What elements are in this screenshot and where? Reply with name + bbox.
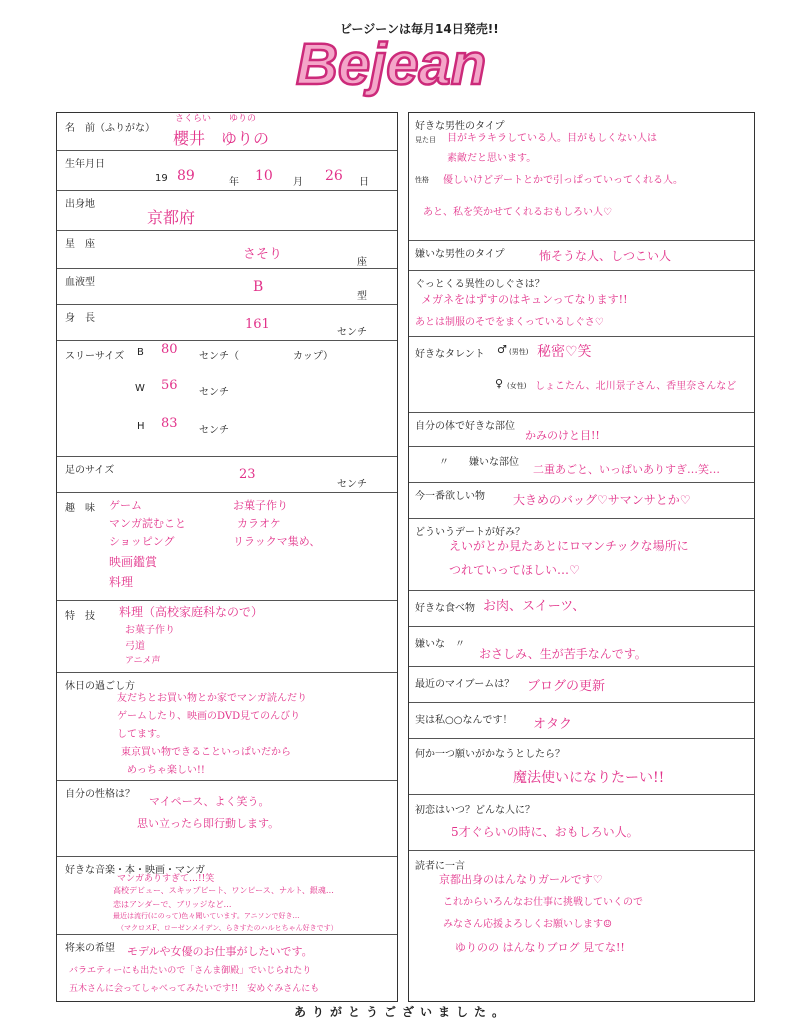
foot-unit: センチ bbox=[337, 479, 367, 490]
message-line-2: これからいろんなお仕事に挑戦していくので bbox=[443, 897, 643, 908]
secret-label: 実は私○○なんです！ bbox=[415, 715, 513, 726]
hobby-b-2: カラオケ bbox=[237, 517, 281, 530]
gesture-line-1: メガネをはずすのはキュンってなります!! bbox=[421, 293, 628, 306]
first-love-row bbox=[409, 795, 754, 851]
birth-day: 26 bbox=[325, 168, 343, 184]
food-label: 好きな食べ物 bbox=[415, 603, 475, 614]
bust-cm: センチ（ bbox=[199, 351, 239, 362]
tagline: ビージーンは毎月14日発売!! bbox=[340, 22, 499, 36]
wish-label: 何か一つ願いがかなうとしたら？ bbox=[415, 749, 565, 760]
hobby-a-2: マンガ読むこと bbox=[109, 517, 186, 530]
want-value: 大きめのバッグ♡サマンサとか♡ bbox=[513, 493, 691, 507]
female-symbol: ♀ bbox=[495, 377, 504, 390]
food-row bbox=[409, 591, 754, 627]
birth-year: 89 bbox=[177, 168, 195, 184]
skill-1: 料理（高校家庭科なので） bbox=[119, 605, 264, 619]
first-love-value: 5才ぐらいの時に、おもしろい人。 bbox=[451, 825, 639, 839]
date-row bbox=[409, 519, 754, 591]
name-furigana: さくらい ゆりの bbox=[175, 114, 257, 124]
favorites-line-4: 最近は流行(にのって)色々聞いています。アニソンで好き… bbox=[113, 912, 300, 920]
skill-label: 特 技 bbox=[65, 611, 95, 622]
favorites-line-5: （マクロスF、ローゼンメイデン、らきすたのハルヒちゃん好きです） bbox=[117, 924, 338, 932]
holiday-line-4: 東京買い物できることいっぱいだから bbox=[121, 747, 291, 758]
favorites-line-3: 恋はアンダーで、ブリッジなど… bbox=[113, 900, 232, 909]
favorites-row bbox=[57, 857, 397, 935]
dream-row bbox=[57, 935, 397, 1003]
bust-cup: カップ） bbox=[293, 351, 333, 362]
birthdate-row bbox=[57, 151, 397, 191]
body-dislike-row bbox=[409, 447, 754, 483]
name-row bbox=[57, 113, 397, 151]
bust-value: 80 bbox=[161, 342, 178, 357]
height-label: 身 長 bbox=[65, 313, 95, 324]
hobby-b-3: リラックマ集め、 bbox=[233, 535, 321, 548]
hobby-row bbox=[57, 493, 397, 601]
body-dislike-label: 嫌いな部位 bbox=[469, 457, 519, 468]
dream-label: 将来の希望 bbox=[65, 943, 115, 954]
birth-month: 10 bbox=[255, 168, 273, 184]
dream-line-3: 五木さんに会ってしゃべってみたいです!! 安めぐみさんにも bbox=[69, 984, 320, 994]
birthplace-label: 出身地 bbox=[65, 199, 95, 210]
sign-row bbox=[57, 231, 397, 269]
sizes-label: スリーサイズ bbox=[65, 351, 125, 362]
birth-hi: 日 bbox=[359, 177, 369, 188]
boom-label: 最近のマイブームは？ bbox=[415, 679, 515, 690]
blood-row bbox=[57, 269, 397, 305]
skill-2: お菓子作り bbox=[125, 625, 175, 636]
body-dislike-prefix: 〃 bbox=[439, 457, 449, 468]
personality-row bbox=[57, 781, 397, 857]
body-like-value: かみのけと目!! bbox=[525, 429, 600, 442]
character-label: 性格 bbox=[415, 176, 429, 184]
type-label: 好きな男性のタイプ bbox=[415, 121, 505, 132]
first-love-label: 初恋はいつ？どんな人に？ bbox=[415, 805, 535, 816]
skill-4: アニメ声 bbox=[125, 656, 161, 666]
height-row bbox=[57, 305, 397, 341]
personality-line-1: マイペース、よく笑う。 bbox=[149, 795, 270, 808]
dislike-food-row bbox=[409, 627, 754, 667]
hobby-label: 趣 味 bbox=[65, 503, 95, 514]
want-row bbox=[409, 483, 754, 519]
thank-you-footer: ありがとうございました。 bbox=[293, 1005, 510, 1019]
height-unit: センチ bbox=[337, 327, 367, 338]
hobby-a-4: 映画鑑賞 bbox=[109, 555, 158, 569]
bejean-logo bbox=[290, 22, 510, 102]
holiday-line-1: 友だちとお買い物とか家でマンガ読んだり bbox=[117, 693, 307, 704]
female-small: (女性) bbox=[507, 382, 527, 390]
body-like-label: 自分の体で好きな部位 bbox=[415, 421, 515, 432]
dislike-food-label: 嫌いな 〃 bbox=[415, 639, 465, 650]
talent-label: 好きなタレント bbox=[415, 349, 485, 360]
favorites-line-2: 高校デビュー、スキップビート、ワンピース、ナルト、銀魂… bbox=[113, 886, 334, 895]
birthplace-value: 京都府 bbox=[147, 208, 196, 227]
left-column bbox=[56, 112, 398, 1002]
dislike-food-value: おさしみ、生が苦手なんです。 bbox=[479, 647, 647, 661]
hobby-a-5: 料理 bbox=[109, 575, 134, 589]
gesture-label: ぐっとくる異性のしぐさは？ bbox=[415, 279, 545, 290]
message-label: 読者に一言 bbox=[415, 861, 465, 872]
dislike-type-label: 嫌いな男性のタイプ bbox=[415, 249, 505, 260]
secret-value: オタク bbox=[533, 717, 573, 732]
hip-letter: H bbox=[137, 421, 145, 432]
boom-row bbox=[409, 667, 754, 703]
foot-value: 23 bbox=[239, 467, 256, 482]
waist-cm: センチ bbox=[199, 387, 229, 398]
favorites-label: 好きな音楽・本・映画・マンガ bbox=[65, 865, 205, 876]
hobby-a-1: ゲーム bbox=[109, 499, 142, 512]
skill-row bbox=[57, 601, 397, 673]
height-value: 161 bbox=[245, 317, 270, 332]
holiday-line-2: ゲームしたり、映画のDVD見てのんびり bbox=[117, 711, 301, 722]
body-like-row bbox=[409, 413, 754, 447]
birthplace-row bbox=[57, 191, 397, 231]
talent-row bbox=[409, 337, 754, 413]
message-line-3: みなさん応援よろしくお願いします☺ bbox=[443, 919, 612, 930]
date-line-1: えいがとか見たあとにロマンチックな場所に bbox=[449, 539, 689, 553]
hip-cm: センチ bbox=[199, 425, 229, 436]
secret-row bbox=[409, 703, 754, 739]
personality-line-2: 思い立ったら即行動します。 bbox=[137, 817, 280, 830]
birth-19: 19 bbox=[155, 173, 168, 184]
hip-value: 83 bbox=[161, 416, 178, 431]
waist-letter: W bbox=[135, 383, 145, 394]
waist-value: 56 bbox=[161, 378, 178, 393]
hobby-a-3: ショッピング bbox=[109, 535, 175, 548]
food-value: お肉、スイーツ、 bbox=[483, 599, 586, 614]
skill-3: 弓道 bbox=[125, 641, 145, 652]
holiday-line-5: めっちゃ楽しい!! bbox=[127, 765, 205, 776]
type-row bbox=[409, 113, 754, 241]
right-column bbox=[408, 112, 755, 1002]
gesture-row bbox=[409, 271, 754, 337]
name-kanji: 櫻井 ゆりの bbox=[173, 129, 270, 148]
birthdate-label: 生年月日 bbox=[65, 159, 105, 170]
sizes-row bbox=[57, 341, 397, 457]
looks-line-2: 素敵だと思います。 bbox=[447, 153, 537, 164]
bust-letter: B bbox=[137, 347, 144, 358]
wish-row bbox=[409, 739, 754, 795]
birth-tsuki: 月 bbox=[293, 177, 303, 188]
male-small: (男性) bbox=[509, 348, 529, 356]
message-row bbox=[409, 851, 754, 1003]
date-line-2: つれていってほしい…♡ bbox=[449, 563, 580, 577]
foot-label: 足のサイズ bbox=[65, 465, 115, 476]
female-talent: しょこたん、北川景子さん、香里奈さんなど bbox=[535, 381, 737, 392]
holiday-label: 休日の過ごし方 bbox=[65, 681, 135, 692]
blood-unit: 型 bbox=[357, 291, 367, 302]
looks-line-1: 目がキラキラしている人。目がもしくない人は bbox=[447, 133, 657, 144]
character-line-2: あと、私を笑かせてくれるおもしろい人♡ bbox=[423, 207, 612, 218]
dream-line-2: バラエティーにも出たいので「さんま御殿」でいじられたり bbox=[69, 966, 312, 976]
male-symbol: ♂ bbox=[497, 343, 507, 356]
want-label: 今一番欲しい物 bbox=[415, 491, 485, 502]
dislike-type-row bbox=[409, 241, 754, 271]
hobby-b-1: お菓子作り bbox=[233, 499, 288, 512]
looks-label: 見た目 bbox=[415, 136, 436, 144]
gesture-line-2: あとは制服のそでをまくっているしぐさ♡ bbox=[415, 317, 604, 328]
dream-line-1: モデルや女優のお仕事がしたいです。 bbox=[127, 945, 313, 958]
birth-nen: 年 bbox=[229, 177, 239, 188]
body-dislike-value: 二重あごと、いっぱいありすぎ…笑… bbox=[533, 463, 720, 476]
favorites-line-1: マンガありすぎて…!!笑 bbox=[117, 874, 215, 884]
foot-row bbox=[57, 457, 397, 493]
sign-value: さそり bbox=[243, 247, 283, 262]
date-label: どういうデートが好み？ bbox=[415, 527, 525, 538]
holiday-row bbox=[57, 673, 397, 781]
boom-value: ブログの更新 bbox=[527, 679, 606, 694]
wish-value: 魔法使いになりたーい!! bbox=[513, 770, 665, 786]
name-label: 名 前（ふりがな） bbox=[65, 123, 155, 134]
dislike-type-value: 怖そうな人、しつこい人 bbox=[539, 249, 672, 263]
sign-unit: 座 bbox=[357, 257, 367, 268]
holiday-line-3: してます。 bbox=[117, 729, 167, 740]
blood-label: 血液型 bbox=[65, 277, 95, 288]
personality-label: 自分の性格は？ bbox=[65, 789, 135, 800]
blood-value: B bbox=[253, 279, 264, 295]
character-line-1: 優しいけどデートとかで引っぱっていってくれる人。 bbox=[443, 175, 683, 186]
message-line-4: ゆりのの はんなりブログ 見てな!! bbox=[455, 941, 625, 954]
message-line-1: 京都出身のはんなりガールです♡ bbox=[439, 873, 603, 886]
logo-text: Bejean bbox=[296, 32, 487, 97]
sign-label: 星 座 bbox=[65, 239, 95, 250]
male-talent: 秘密♡笑 bbox=[537, 344, 592, 360]
